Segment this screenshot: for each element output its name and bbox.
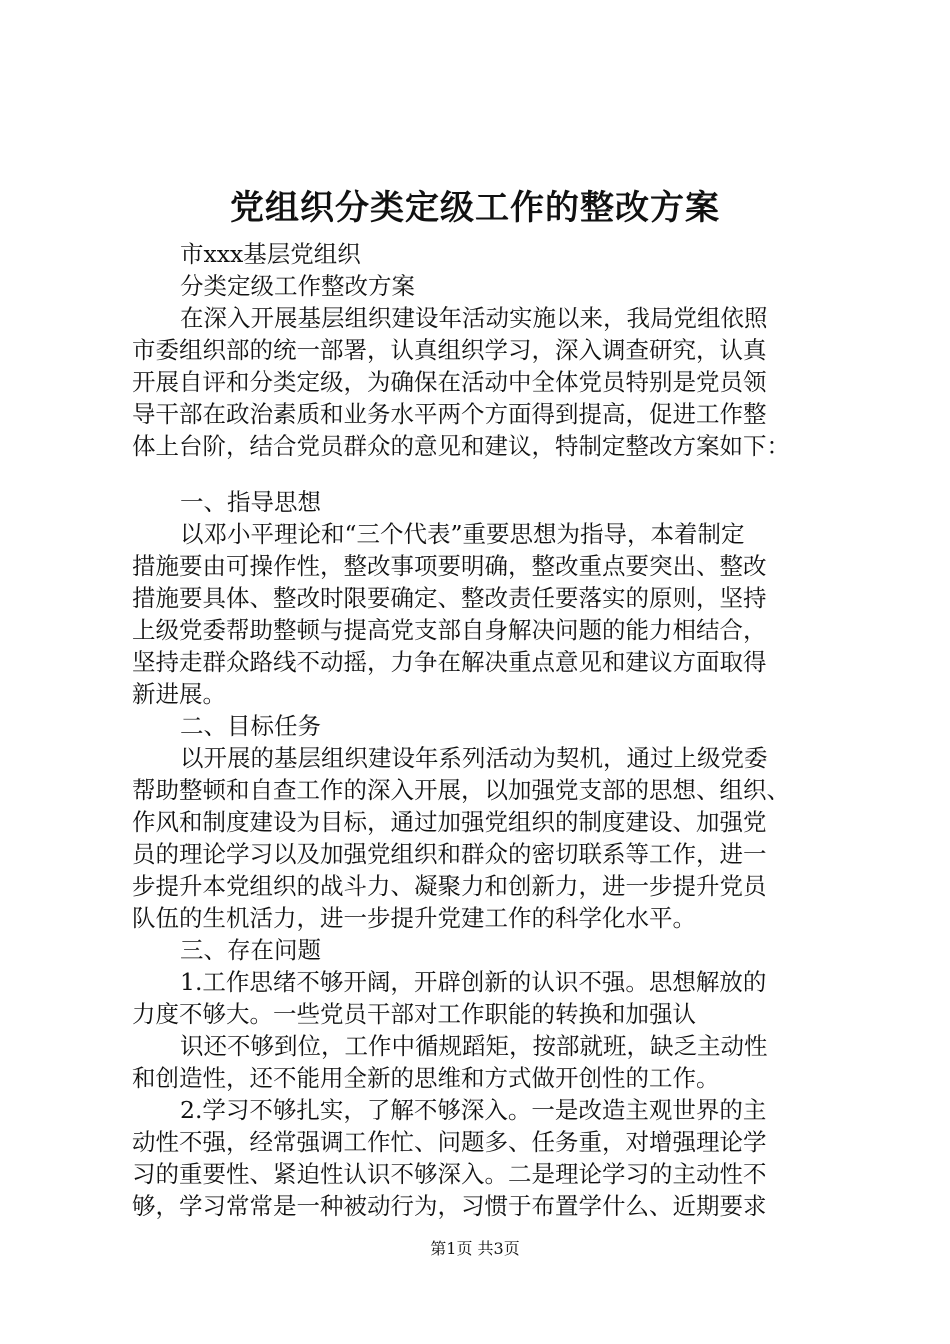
intro-line: 导干部在政治素质和业务水平两个方面得到提高，促进工作整 bbox=[132, 400, 767, 428]
section-line: 措施要由可操作性，整改事项要明确，整改重点要突出、整改 bbox=[132, 552, 767, 580]
problem-item-line: 识还不够到位，工作中循规蹈矩，按部就班，缺乏主动性 bbox=[180, 1032, 768, 1060]
section-line: 新进展。 bbox=[132, 680, 226, 708]
intro-line: 在深入开展基层组织建设年活动实施以来，我局党组依照 bbox=[180, 304, 768, 332]
section-line: 以开展的基层组织建设年系列活动为契机，通过上级党委 bbox=[180, 744, 768, 772]
section-line: 员的理论学习以及加强党组织和群众的密切联系等工作，进一 bbox=[132, 840, 767, 868]
section-line: 坚持走群众路线不动摇，力争在解决重点意见和建议方面取得 bbox=[132, 648, 767, 676]
section-line: 以邓小平理论和“三个代表”重要思想为指导，本着制定 bbox=[180, 520, 745, 548]
header-line: 分类定级工作整改方案 bbox=[180, 272, 415, 300]
section-line: 帮助整顿和自查工作的深入开展，以加强党支部的思想、组织、 bbox=[132, 776, 790, 804]
header-line: 市xxx基层党组织 bbox=[180, 240, 361, 268]
section-line: 上级党委帮助整顿与提高党支部自身解决问题的能力相结合， bbox=[132, 616, 767, 644]
section-line: 队伍的生机活力，进一步提升党建工作的科学化水平。 bbox=[132, 904, 696, 932]
document-body bbox=[132, 238, 832, 1222]
section-heading: 二、目标任务 bbox=[180, 712, 321, 740]
document-title: 党组织分类定级工作的整改方案 bbox=[230, 188, 720, 228]
section-line: 步提升本党组织的战斗力、凝聚力和创新力，进一步提升党员 bbox=[132, 872, 767, 900]
paragraph-gap bbox=[132, 462, 832, 486]
section-heading: 一、指导思想 bbox=[180, 488, 321, 516]
section-line: 作风和制度建设为目标，通过加强党组织的制度建设、加强党 bbox=[132, 808, 767, 836]
problem-item-line: 2.学习不够扎实，了解不够深入。一是改造主观世界的主 bbox=[180, 1096, 767, 1124]
intro-line: 体上台阶，结合党员群众的意见和建议，特制定整改方案如下： bbox=[132, 432, 790, 460]
intro-line: 开展自评和分类定级，为确保在活动中全体党员特别是党员领 bbox=[132, 368, 767, 396]
section-heading: 三、存在问题 bbox=[180, 936, 321, 964]
problem-item-line: 动性不强，经常强调工作忙、问题多、任务重，对增强理论学 bbox=[132, 1128, 767, 1156]
problem-item-line: 习的重要性、紧迫性认识不够深入。二是理论学习的主动性不 bbox=[132, 1160, 767, 1188]
problem-item-line: 和创造性，还不能用全新的思维和方式做开创性的工作。 bbox=[132, 1064, 720, 1092]
problem-item-line: 力度不够大。一些党员干部对工作职能的转换和加强认 bbox=[132, 1000, 696, 1028]
problem-item-line: 1.工作思绪不够开阔，开辟创新的认识不强。思想解放的 bbox=[180, 968, 767, 996]
intro-line: 市委组织部的统一部署，认真组织学习，深入调查研究，认真 bbox=[132, 336, 767, 364]
page-footer: 第1页 共3页 bbox=[430, 1239, 520, 1258]
section-line: 措施要具体、整改时限要确定、整改责任要落实的原则，坚持 bbox=[132, 584, 767, 612]
problem-item-line: 够，学习常常是一种被动行为，习惯于布置学什么、近期要求 bbox=[132, 1192, 767, 1220]
